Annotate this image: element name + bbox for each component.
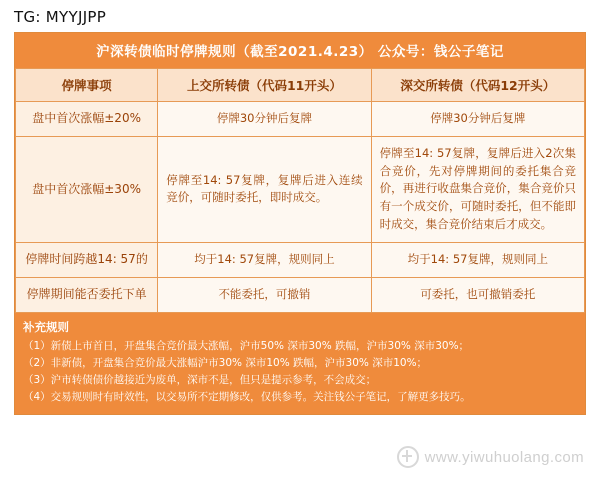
note-item: （2）非新债，开盘集合竞价最大涨幅沪市30% 深市10% 跌幅，沪市30% 深市10%； (23, 356, 428, 369)
table-header-row (16, 69, 585, 102)
row-szse-value: 均于14: 57复牌，规则同上 (371, 242, 584, 277)
column-header-item: 停牌事项 (16, 69, 158, 102)
table-body (16, 102, 585, 313)
rules-card (14, 32, 586, 415)
row-label: 停牌期间能否委托下单 (16, 277, 158, 312)
supplementary-notes (15, 313, 585, 414)
watermark-row (0, 442, 600, 472)
note-item: （1）新债上市首日，开盘集合竞价最大涨幅，沪市50% 深市30% 跌幅，沪市30% 深市30%； (23, 339, 470, 352)
row-sse-value: 停牌30分钟后复牌 (158, 102, 371, 137)
table-row (16, 242, 585, 277)
notes-title: 补充规则 (23, 319, 69, 334)
table-row (16, 136, 585, 242)
row-sse-value: 停牌至14: 57复牌，复牌后进入连续竞价，可随时委托，即时成交。 (158, 136, 371, 242)
watermark (397, 446, 584, 468)
notes-list (23, 338, 577, 406)
watermark-text: www.yiwuhuolang.com (424, 448, 584, 466)
rules-table (15, 68, 585, 313)
globe-icon (397, 446, 419, 468)
row-szse-value: 可委托，也可撤销委托 (371, 277, 584, 312)
table-header (16, 69, 585, 102)
tg-handle-label: TG: MYYJJPP (14, 8, 107, 26)
table-row (16, 102, 585, 137)
row-szse-value: 停牌至14: 57复牌，复牌后进入2次集合竞价，先对停牌期间的委托集合竞价，再进行收盘集合竞价，集合竞价只有一个成交价，可随时委托，但不能即时成交，集合竞价结束后才成交。 (371, 136, 584, 242)
note-item: （4）交易规则时有时效性，以交易所不定期修改，仅供参考。关注钱公子笔记，了解更多技巧。 (23, 390, 471, 403)
row-label: 盘中首次涨幅±20% (16, 102, 158, 137)
note-item: （3）沪市转债债价越接近为废单，深市不是，但只是提示参考，不会成交； (23, 373, 377, 386)
column-header-szse: 深交所转债（代码12开头） (371, 69, 584, 102)
row-label: 盘中首次涨幅±30% (16, 136, 158, 242)
row-label: 停牌时间跨越14: 57的 (16, 242, 158, 277)
row-sse-value: 均于14: 57复牌，规则同上 (158, 242, 371, 277)
column-header-sse: 上交所转债（代码11开头） (158, 69, 371, 102)
card-title: 沪深转债临时停牌规则（截至2021.4.23） 公众号：钱公子笔记 (15, 33, 585, 68)
row-szse-value: 停牌30分钟后复牌 (371, 102, 584, 137)
table-row (16, 277, 585, 312)
row-sse-value: 不能委托，可撤销 (158, 277, 371, 312)
